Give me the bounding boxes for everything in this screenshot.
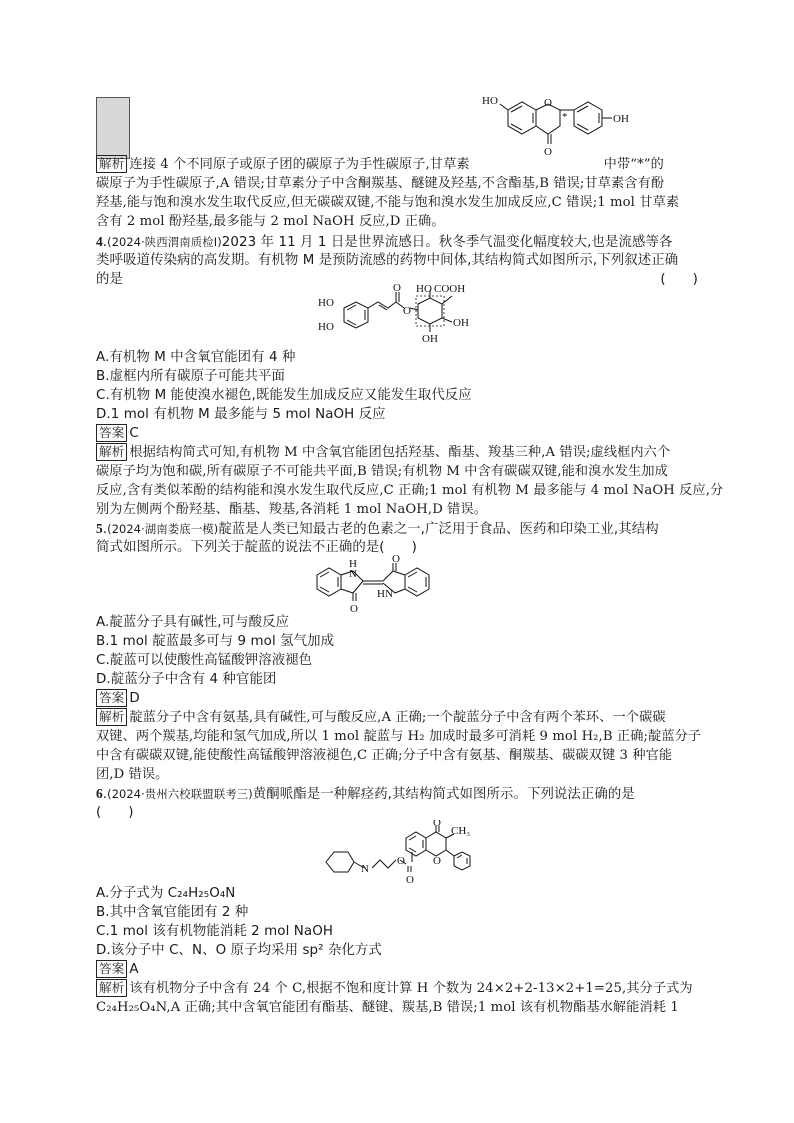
option-b: B.1 mol 靛蓝最多可与 9 mol 氢气加成 — [96, 634, 335, 649]
analysis-line: 中含有碳碳双键,能使酸性高锰酸钾溶液褪色,C 正确;分子中含有氨基、酮羰基、碳碳双键 3 种官能 — [96, 748, 673, 763]
answer-line — [96, 424, 139, 443]
question-stem: 5.(2024·湖南娄底一模)靛蓝是人类已知最古老的色素之一,广泛用于食品、医药和印染工业,其结构 — [96, 521, 659, 537]
analysis-line: C₂₄H₂₅O₄N,A 正确;其中含氧官能团有酯基、醚键、羰基,B 错误;1 mol 该有机物酯基水解能消耗 1 — [96, 1000, 679, 1015]
analysis-line: 羟基,能与饱和溴水发生取代反应,但无碳碳双键,不能与饱和溴水发生加成反应,C 错误;1 mol 甘草素 — [96, 195, 680, 210]
ester-oxygen-label: O — [397, 855, 405, 867]
analysis-line: 别为左侧两个酚羟基、酯基、羧基,各消耗 1 mol NaOH,D 错误。 — [96, 502, 488, 517]
chiral-star-label: * — [562, 111, 568, 123]
analysis-tag: 解析 — [96, 155, 127, 173]
hydroxyl-label: HO — [416, 283, 432, 295]
option-a: A.分子式为 C₂₄H₂₅O₄N — [96, 886, 236, 901]
answer-parenthesis: ( ) — [660, 272, 698, 287]
question-stem: 6.(2024·贵州六校联盟联考三)黄酮哌酯是一种解痉药,其结构简式如图所示。下列说法正确的是 — [96, 786, 635, 802]
option-d: D.1 mol 有机物 M 最多能与 5 mol NaOH 反应 — [96, 407, 386, 422]
option-c: C.有机物 M 能使溴水褪色,既能发生加成反应又能发生取代反应 — [96, 388, 472, 403]
analysis-line: 碳原子为手性碳原子,A 错误;甘草素分子中含酮羰基、醚键及羟基,不含酯基,B 错误;甘草素含有酚 — [96, 176, 665, 191]
image-placeholder — [96, 97, 130, 159]
answer-value: C — [129, 426, 139, 441]
methyl-label: CH₃ — [451, 825, 471, 837]
option-c: C.1 mol 该有机物能消耗 2 mol NaOH — [96, 924, 334, 939]
option-b: B.其中含氧官能团有 2 种 — [96, 905, 249, 920]
answer-line — [96, 689, 140, 708]
ring-oxygen-label: O — [544, 97, 552, 109]
answer-tag: 答案 — [96, 689, 127, 707]
ring-oxygen-label: O — [433, 855, 441, 867]
question-stem: 4.(2024·陕西渭南质检Ⅰ)2023 年 11 月 1 日是世界流感日。秋冬季气温变化幅度较大,也是流感等各 — [96, 234, 673, 250]
analysis-line: 解析 根据结构简式可知,有机物 M 中含氧官能团包括羟基、酯基、羧基三种,A 错误;虚线框内六个 — [96, 443, 670, 462]
indigo-n-label: N — [349, 568, 357, 580]
answer-tag: 答案 — [96, 424, 127, 442]
analysis-tag: 解析 — [96, 443, 127, 461]
analysis-line: 含有 2 mol 酚羟基,最多能与 2 mol NaOH 反应,D 正确。 — [96, 214, 445, 229]
ketone-oxygen-label: O — [433, 820, 441, 829]
carboxyl-label: COOH — [434, 283, 466, 295]
hydroxyl-label: OH — [453, 317, 469, 329]
piperidine-n-label: N — [361, 863, 369, 875]
option-b: B.虚框内所有碳原子可能共平面 — [96, 369, 286, 384]
ketone-oxygen-label: O — [544, 146, 552, 158]
answer-value: D — [129, 691, 140, 706]
analysis-line: 双键、两个羰基,均能和氢气加成,所以 1 mol 靛蓝与 H₂ 加成时最多可消耗 9 mol H₂,B 正确;靛蓝分子 — [96, 729, 702, 744]
answer-line — [96, 960, 139, 979]
question-stem: 类呼吸道传染病的高发期。有机物 M 是预防流感的药物中间体,其结构简式如图所示,下列叙述正确 — [96, 253, 679, 268]
hydroxyl-label: OH — [422, 333, 438, 345]
analysis-line: 解析 该有机物分子中含有 24 个 C,根据不饱和度计算 H 个数为 24×2+2-13×2+1=25,其分子式为 — [96, 979, 693, 998]
option-c: C.靛蓝可以使酸性高锰酸钾溶液褪色 — [96, 653, 313, 668]
carbonyl-oxygen-label: O — [350, 603, 358, 615]
carbonyl-oxygen-label: O — [393, 282, 401, 294]
indigo-nh-h-label: H — [349, 558, 357, 570]
analysis-line: 反应,含有类似苯酚的结构能和溴水发生取代反应,C 正确;1 mol 有机物 M 最多能与 4 mol NaOH 反应,分 — [96, 483, 724, 498]
answer-tag: 答案 — [96, 960, 127, 978]
option-a: A.靛蓝分子具有碱性,可与酸反应 — [96, 615, 290, 630]
question-stem: 的是 ( ) — [96, 272, 698, 287]
question-stem: 简式如图所示。下列关于靛蓝的说法不正确的是( ) — [96, 540, 417, 555]
hydroxyl-label: OH — [613, 113, 629, 125]
flavoxate-structure — [320, 820, 480, 886]
analysis-tag: 解析 — [96, 979, 127, 997]
indigo-structure — [307, 553, 477, 615]
option-a: A.有机物 M 中含氧官能团有 4 种 — [96, 350, 296, 365]
analysis-line: 解析 靛蓝分子中含有氨基,具有碱性,可与酸反应,A 正确;一个靛蓝分子中含有两个苯环、一个碳碳 — [96, 708, 666, 727]
analysis-line: 解析 连接 4 个不同原子或原子团的碳原子为手性碳原子,甘草素 中带“*”的 — [96, 155, 664, 174]
analysis-line: 团,D 错误。 — [96, 767, 169, 782]
hydroxyl-label: HO — [318, 321, 334, 333]
option-d: D.靛蓝分子中含有 4 种官能团 — [96, 672, 277, 687]
carbonyl-oxygen-label: O — [406, 874, 414, 886]
hydroxyl-label: HO — [318, 297, 334, 309]
answer-value: A — [129, 962, 139, 977]
indigo-hn-label: HN — [377, 588, 393, 600]
hydroxyl-label: HO — [482, 95, 498, 107]
carbonyl-oxygen-label: O — [392, 553, 400, 565]
ester-oxygen-label: O — [403, 305, 411, 317]
analysis-line: 碳原子均为饱和碳,所有碳原子不可能共平面,B 错误;有机物 M 中含有碳碳双键,能和溴水发生加成 — [96, 464, 668, 479]
option-d: D.该分子中 C、N、O 原子均采用 sp² 杂化方式 — [96, 943, 382, 958]
compound-m-structure — [316, 282, 486, 348]
analysis-tag: 解析 — [96, 708, 127, 726]
question-stem: ( ) — [96, 805, 134, 820]
